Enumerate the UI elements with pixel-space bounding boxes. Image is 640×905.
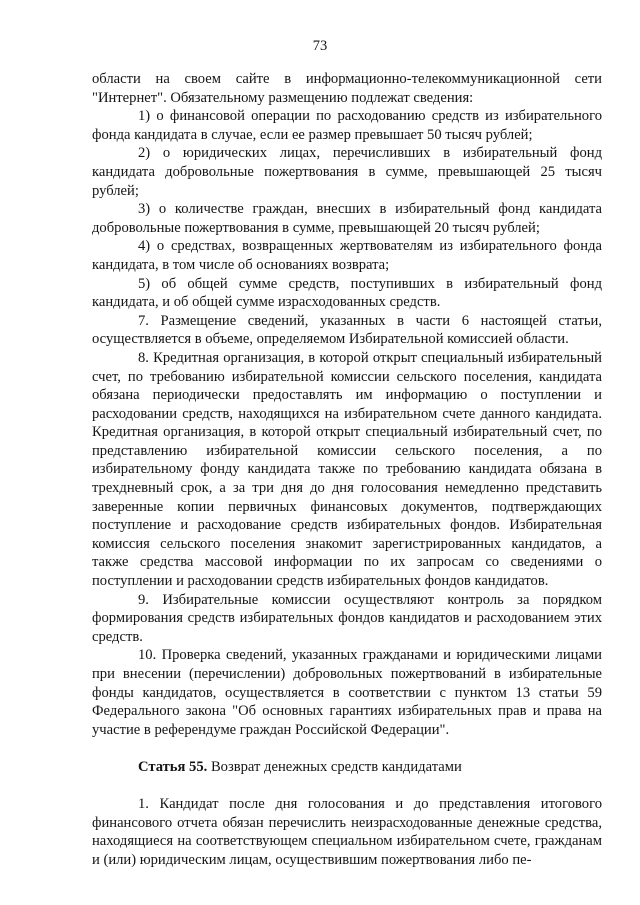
- article-title: Возврат денежных средств кандидатами: [210, 759, 462, 776]
- document-body: [92, 70, 602, 869]
- list-item-3: 3) о количестве граждан, внесших в избирательный фонд кандидата добровольные пожертвования в сумме, превышающей 20 тысяч рублей;: [92, 201, 602, 236]
- article-label: Статья 55.: [138, 759, 208, 776]
- paragraph-part-8: 8. Кредитная организация, в которой открыт специальный избирательный счет, по требованию избирательной комиссии сельского поселения, кандидата обязана периодически предоставлять им информацию о поступлении и расходовании средств, находящихся на избирательном счете данного кандидата. Кредитная организация, в которой открыт специальный избирательный счет, по представлению избирательной комиссии сельского поселения, а по избирательному фонду кандидата также по требованию кандидата обязана в трехдневный срок, а за три дня до дня голосования немедленно представить заверенные копии первичных финансовых документов, подтверждающих поступление и расходование средств избирательных фондов. Избирательная комиссия сельского поселения знакомит зарегистрированных кандидатов, а также средства массовой информации по их запросам со сведениями о поступлении и расходовании средств избирательных фондов кандидатов.: [92, 349, 602, 590]
- paragraph-part-7: 7. Размещение сведений, указанных в части 6 настоящей статьи, осуществляется в объеме, определяемом Избирательной комиссией области.: [92, 312, 602, 348]
- paragraph-part-9: 9. Избирательные комиссии осуществляют контроль за порядком формирования средств избирательных фондов кандидатов и расходованием этих средств.: [92, 591, 602, 645]
- paragraph-continuation: области на своем сайте в информационно-телекоммуникационной сети "Интернет". Обязательному размещению подлежат сведения:: [92, 71, 602, 106]
- paragraph-part-10: 10. Проверка сведений, указанных гражданами и юридическими лицами при внесении (перечислении) добровольных пожертвований в избирательные фонды кандидатов, осуществляется в соответствии с пунктом 13 статьи 59 Федерального закона "Об основных гарантиях избирательных прав и права на участие в референдуме граждан Российской Федерации".: [92, 647, 602, 738]
- article-heading: [92, 758, 602, 777]
- list-item-2: 2) о юридических лицах, перечисливших в избирательный фонд кандидата добровольные пожертвования в сумме, превышающей 25 тысяч рублей;: [92, 145, 602, 199]
- list-item-1: 1) о финансовой операции по расходованию средств из избирательного фонда кандидата в случае, если ее размер превышает 50 тысяч рублей;: [92, 108, 602, 143]
- paragraph-article-55-part-1: 1. Кандидат после дня голосования и до представления итогового финансового отчета обязан перечислить неизрасходованные денежные средства, находящиеся на соответствующем специальном избирательном счете, гражданам и (или) юридическим лицам, осуществившим пожертвования либо пе-: [92, 795, 602, 868]
- page-number: 73: [312, 38, 328, 54]
- list-item-4: 4) о средствах, возвращенных жертвователям из избирательного фонда кандидата, в том числе об основаниях возврата;: [92, 238, 602, 273]
- list-item-5: 5) об общей сумме средств, поступивших в избирательный фонд кандидата, и об общей сумме израсходованных средств.: [92, 275, 602, 311]
